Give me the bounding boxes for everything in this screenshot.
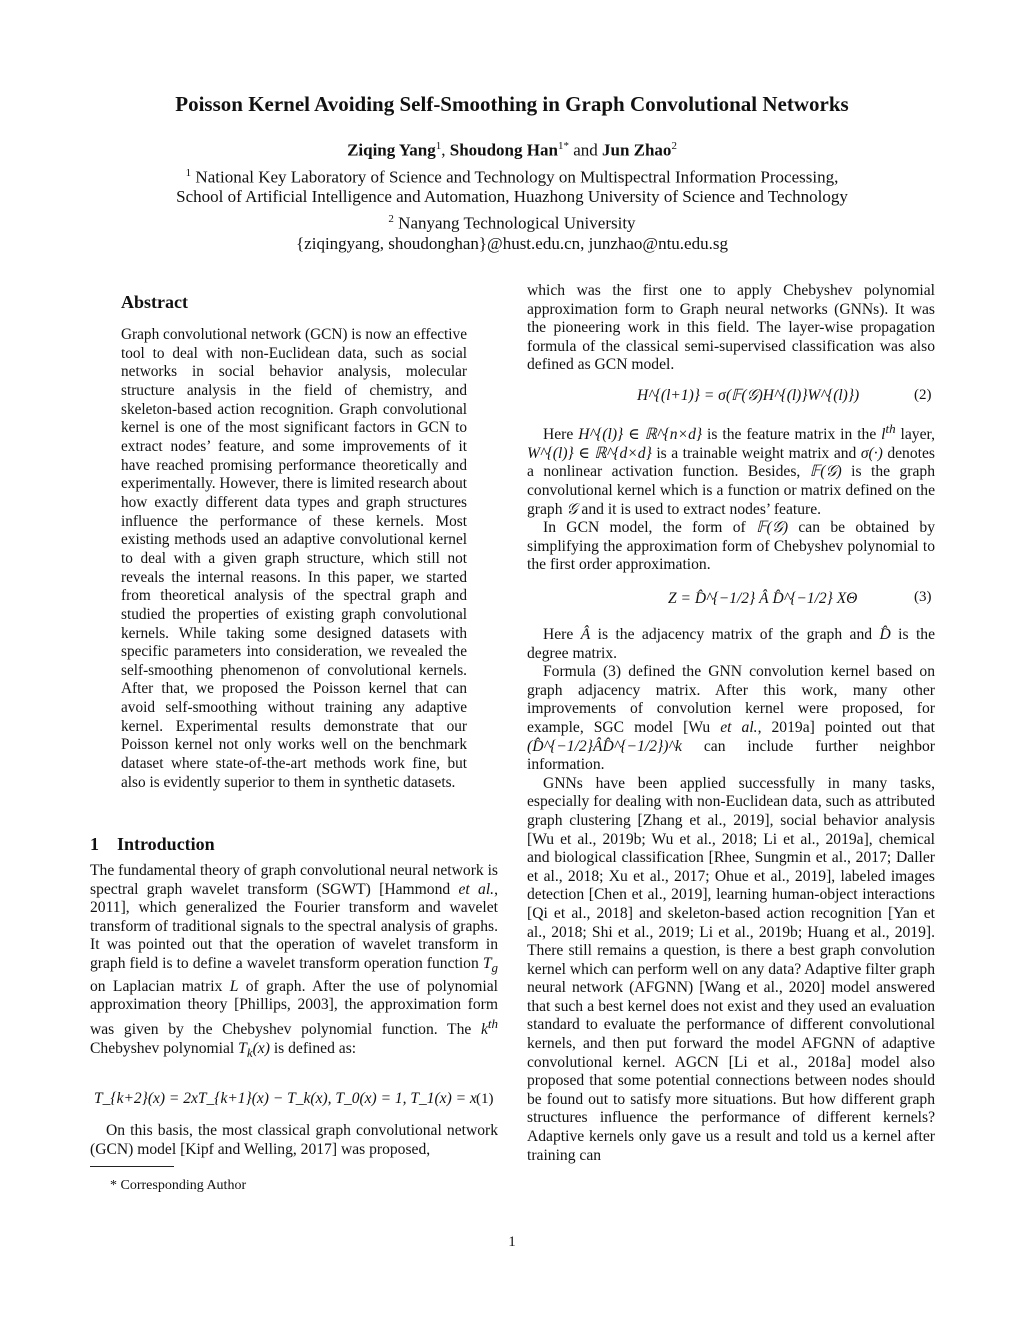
text-italic: et al. — [458, 880, 495, 898]
text-run: and it is used to extract nodes’ feature. — [577, 500, 822, 518]
intro-text: On this basis, the most classical graph convolutional network (GCN) model [Kipf and Welling, 2017] was proposed, — [90, 1122, 498, 1158]
math-inline: 𝔽(𝒢) — [809, 463, 842, 481]
right-text: GNNs have been applied successfully in many tasks, especially for dealing with non-Euclidean data, such as attributed graph clustering [Zhang et al., 2019], social behavior analysis [Wu et al., 2019b; Wu et al., 2018; Li et al., 2019a], chemical and biological classification [Rhee, Sungmin et al., 2017; Daller et al., 2018; Xu et al., 2017; Ohue et al., 2019], labeled images detection [Chen et al., 2019], learning human-object interactions [Qi et al., 2018] and skeleton-based action recognition [Yan et al., 2018; Shi et al., 2019; Li et al., 2019b; Huang et al., 2019]. There still remains a question, is there a best graph convolution kernel which can perform well on any data? Adaptive filter graph neural network (AFGNN) [Wang et al., 2020] model answered that such a best kernel does not exist and they used an evaluation standard to evaluate the performance of different convolutional kernels, and then put forward the model AFGNN of adaptive convolutional kernel. AGCN [Li et al., 2018a] model also proposed that some potential connections between nodes should be found out to satisfy more situations. But how different graph structures influence the performance of different kernels? Adaptive kernels only gave us a result and told us a kernel after training can — [527, 774, 935, 1164]
math-sym: Â — [580, 626, 591, 643]
equation-3-number: (3) — [914, 589, 932, 605]
text-run: Here — [543, 626, 581, 643]
text-run: is the adjacency matrix of the graph and — [590, 626, 880, 643]
abstract-heading: Abstract — [121, 292, 188, 312]
text-run: layer, — [895, 426, 935, 444]
section-title: Introduction — [117, 834, 215, 854]
author-sup: 1 — [435, 140, 442, 152]
math-inline: H^{(l)} ∈ ℝ^{n×d} — [578, 426, 703, 444]
text-run: on Laplacian matrix — [90, 977, 230, 995]
equation-1-number: (1) — [476, 1091, 494, 1107]
text-run: can include further neighbor information. — [527, 737, 935, 774]
math-inline: 𝔽(𝒢) — [756, 519, 789, 537]
footnote-rule — [90, 1166, 174, 1167]
math-inline — [482, 954, 498, 976]
math-sup: th — [885, 421, 896, 436]
math-sym: T — [238, 1039, 247, 1057]
author-sup: 1* — [557, 140, 569, 152]
aff-text: Nanyang Technological University — [393, 213, 636, 233]
text-run: of graph. After the use of polynomial approximation theory [Phillips, 2003], the approximation form was given by the Chebyshev polynomial function. The — [90, 977, 498, 1039]
math-sup: th — [487, 1015, 498, 1031]
aff-sup: 1 — [185, 167, 192, 179]
text-italic: et al. — [720, 718, 758, 736]
aff-sup: 2 — [388, 213, 394, 225]
intro-paragraph-2 — [90, 1122, 498, 1159]
footnote: * Corresponding Author — [110, 1178, 247, 1193]
intro-body — [90, 862, 498, 1062]
aff-text: National Key Laboratory of Science and Technology on Multispectral Information Processing, — [191, 167, 839, 187]
affiliation-1-line2: School of Artificial Intelligence and Automation, Huazhong University of Science and Technology — [176, 187, 848, 206]
page-number: 1 — [508, 1234, 516, 1250]
text-run: Chebyshev polynomial — [90, 1039, 239, 1057]
equation-2-number: (2) — [914, 387, 932, 403]
math-sym: k — [480, 1021, 488, 1039]
affiliation-2 — [0, 208, 1024, 235]
text-run: is a trainable weight matrix and — [651, 444, 861, 462]
right-text — [527, 626, 935, 663]
math-sym: T — [482, 954, 492, 972]
math-sub: g — [491, 960, 498, 976]
math-inline: 𝒢 — [566, 500, 578, 518]
intro-paragraph — [90, 862, 498, 1062]
text-run: In GCN model, the form of — [543, 519, 757, 537]
equation-2: H^{(l+1)} = σ(𝔽(𝒢)H^{(l)}W^{(l)}) — [637, 387, 860, 404]
right-text — [527, 519, 935, 575]
text-run: , 2011], which generalized the Fourier transform and wavelet transform of traditional signals to the spectral analysis of graphs. It was pointed out that the operation of wavelet transform in graph field is to define a wavelet transform operation function — [90, 880, 498, 972]
author-sep: , — [441, 140, 450, 160]
equation-1: T_{k+2}(x) = 2xT_{k+1}(x) − T_k(x), T_0(x) = 1, T_1(x) = x — [94, 1090, 477, 1107]
author-sep: and — [568, 140, 602, 160]
text-run: is defined as: — [269, 1039, 357, 1057]
abstract-body — [121, 326, 467, 792]
right-paragraph-3 — [527, 626, 935, 1165]
author-line — [0, 140, 1024, 161]
author-sup: 2 — [671, 140, 677, 152]
math-sym: D̂ — [879, 626, 891, 643]
math-inline: W^{(l)} ∈ ℝ^{d×d} — [527, 444, 652, 462]
section-number: 1 — [90, 834, 99, 854]
math-sub: k — [246, 1044, 253, 1060]
text-run: , 2019a] pointed out that — [757, 718, 935, 736]
right-text: which was the first one to apply Chebyshev polynomial approximation form to Graph neural networks (GNNs). It was the pioneering work in this field. The layer-wise propagation formula of the classical semi-supervised classification was also defined as GCN model. — [527, 282, 935, 374]
math-inline: σ(·) — [860, 444, 883, 462]
intro-heading — [90, 834, 215, 855]
math-sym: L — [229, 977, 239, 995]
text-run: Here — [543, 426, 579, 444]
abstract-text: Graph convolutional network (GCN) is now an effective tool to deal with non-Euclidean data, such as social networks in social behavior analysis, molecular structure analysis in the field of chemistry, and skeleton-based action recognition. Graph convolutional kernel is one of the most significant factors in GCN to extract nodes’ feature, and some improvements of it have reached promising performance theoretically and experimentally. However, there is limited research about how exactly different data types and graph structures influence the performance of these kernels. Most existing methods used an adaptive convolutional kernel to deal with a given graph structure, which still not reveals the internal reasons. In this paper, we started from theoretical analysis of the spectral graph and studied the properties of existing graph convolutional kernels. While taking some designed datasets with specific parameters into consideration, we revealed the self-smoothing phenomenon of convolutional kernels. After that, we proposed the Poisson kernel that can avoid self-smoothing without training any adaptive kernel. Experimental results demonstrate that our Poisson kernel not only works well on the benchmark dataset where state-of-the-art methods work fine, but also is evidently superior to them in synthetic datasets. — [121, 326, 467, 791]
text-run: is the degree matrix. — [527, 626, 936, 662]
right-paragraph-2 — [527, 420, 935, 575]
author-name: Jun Zhao — [601, 140, 672, 160]
text-run: denotes a nonlinear activation function. Besides, — [527, 444, 935, 481]
text-run: The fundamental theory of graph convolutional neural network is spectral graph wavelet transform (SGWT) [Hammond — [90, 862, 498, 898]
equation-3: Z = D̂^{−1/2} Â D̂^{−1/2} XΘ — [668, 590, 858, 607]
right-text — [527, 663, 935, 775]
author-name: Shoudong Han — [449, 140, 558, 160]
right-text — [527, 420, 935, 519]
paper-title: Poisson Kernel Avoiding Self-Smoothing in Graph Convolutional Networks — [175, 92, 849, 116]
math-sym: l — [881, 426, 886, 444]
author-name: Ziqing Yang — [347, 140, 436, 160]
math-inline — [238, 1039, 270, 1060]
text-run: Formula (3) defined the GNN convolution kernel based on graph adjacency matrix. After this work, many other improvements of convolution kernel were proposed, for example, SGC model [Wu — [527, 663, 935, 736]
text-run: is the feature matrix in the — [702, 426, 882, 444]
emails: {ziqingyang, shoudonghan}@hust.edu.cn, junzhao@ntu.edu.sg — [296, 234, 728, 253]
math-sym: (x) — [252, 1039, 270, 1057]
text-run: can be obtained by simplifying the approximation form of Chebyshev polynomial to the first order approximation. — [527, 519, 935, 574]
text-run: is the graph convolutional kernel which is a function or matrix defined on the graph — [527, 463, 935, 518]
math-inline: (D̂^{−1/2}ÂD̂^{−1/2})^k — [527, 737, 682, 755]
right-paragraph-1 — [527, 282, 935, 375]
